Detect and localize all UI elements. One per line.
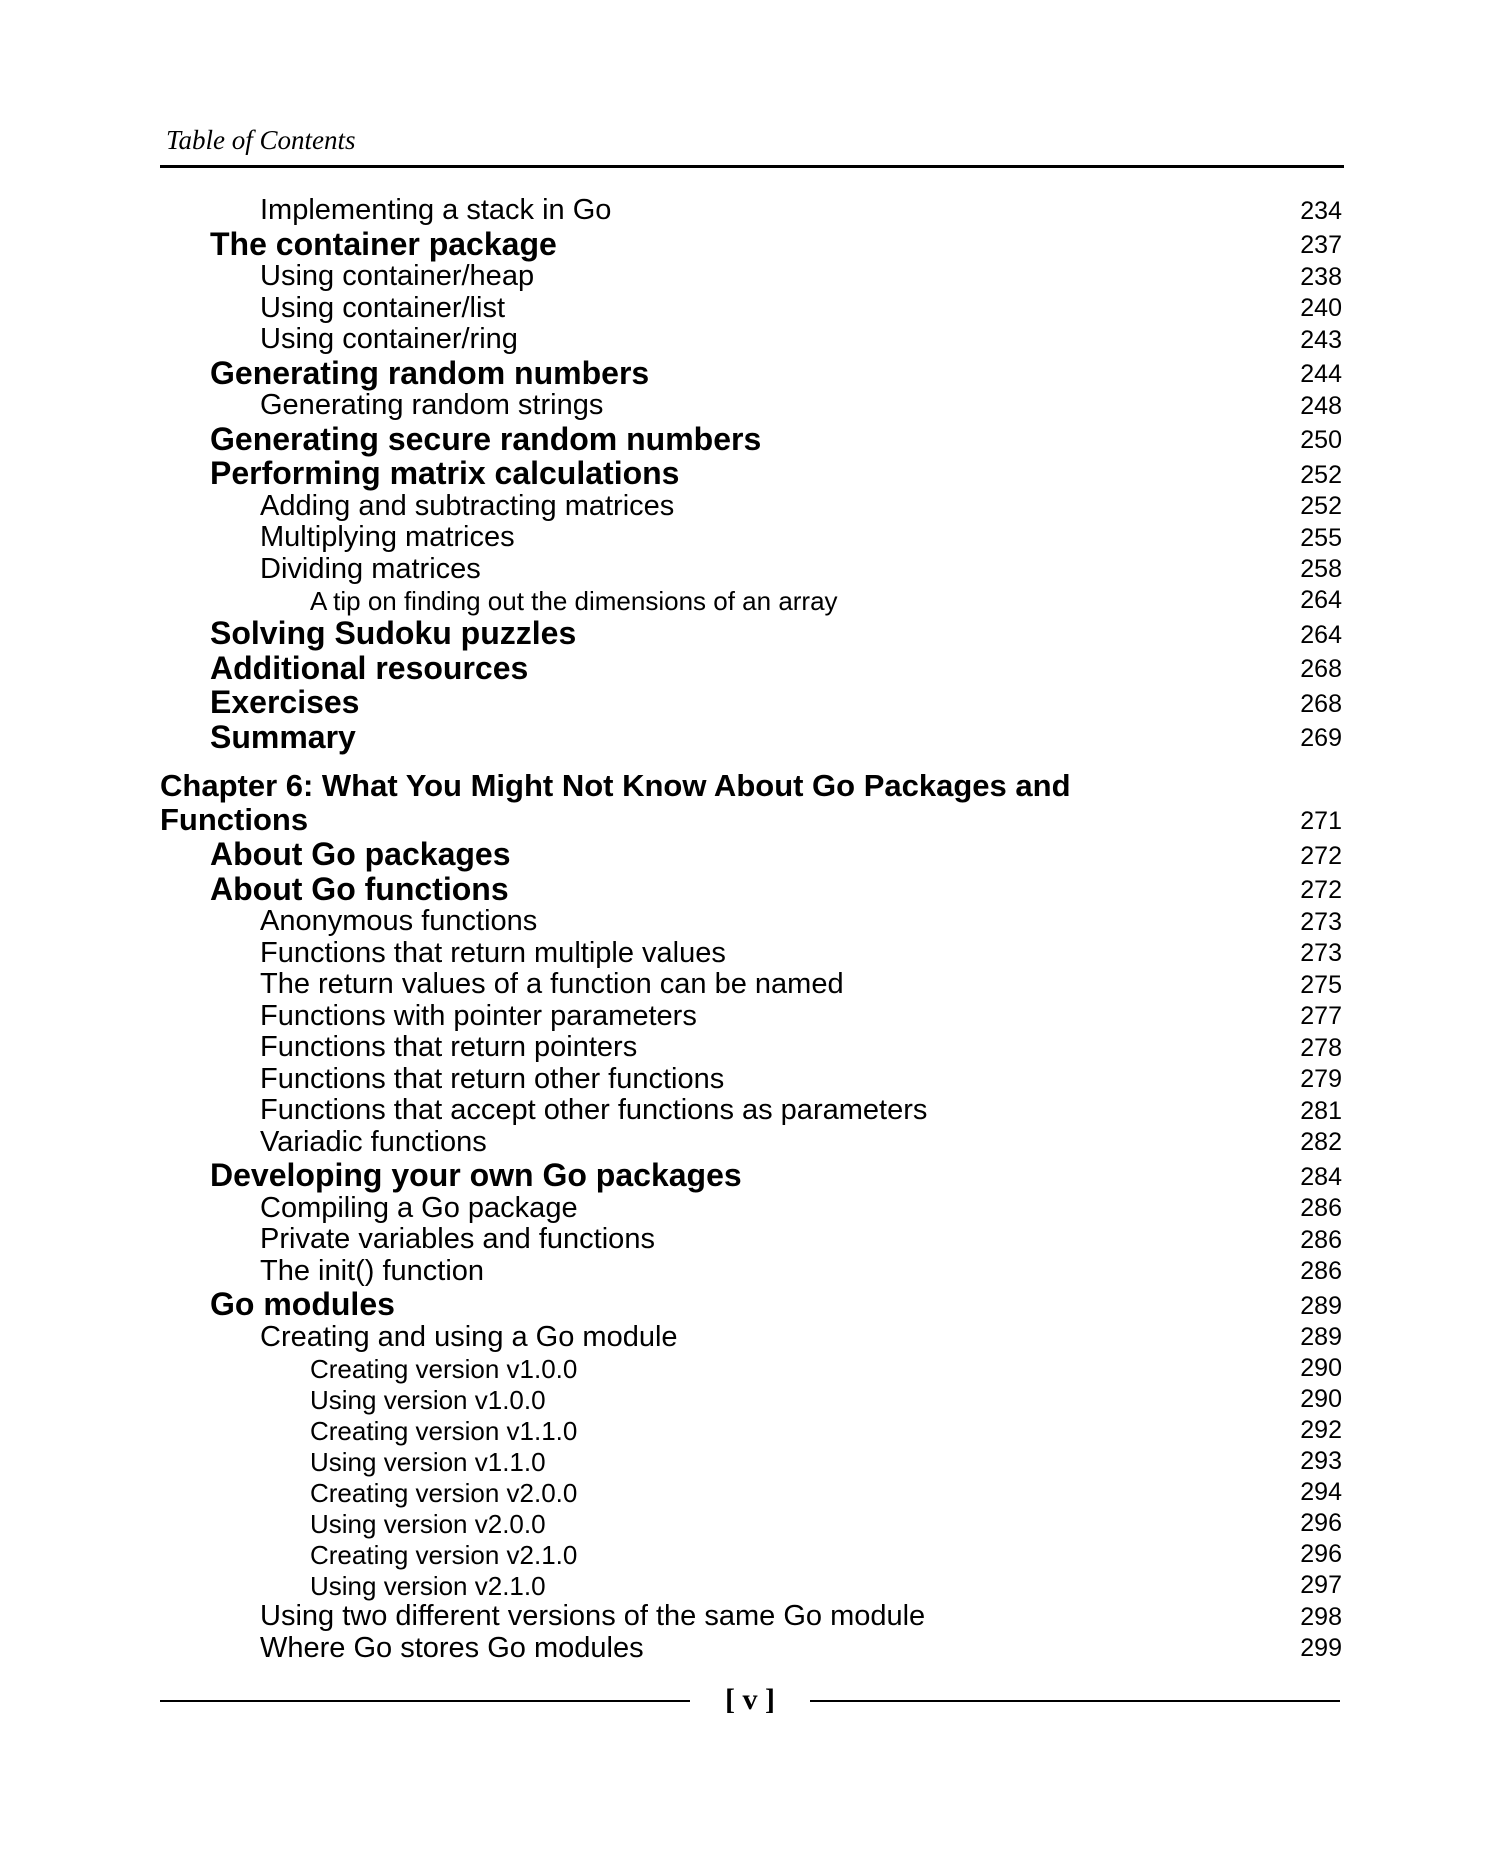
toc-subsection-entry[interactable] <box>160 906 1342 938</box>
toc-entry-page-number: 286 <box>1300 1225 1342 1254</box>
toc-subsection-entry[interactable] <box>160 390 1342 422</box>
toc-entry-title: Generating random numbers <box>210 354 650 391</box>
toc-entry-page-number: 299 <box>1300 1634 1342 1662</box>
toc-entry-page-number: 278 <box>1300 1033 1342 1062</box>
toc-entry-title: The init() function <box>260 1254 485 1287</box>
toc-subsection-entry[interactable] <box>160 1127 1342 1159</box>
toc-subsubsection-entry[interactable] <box>160 1508 1342 1539</box>
toc-entry-title: Variadic functions <box>260 1125 487 1158</box>
toc-entry-title: Adding and subtracting matrices <box>260 489 675 522</box>
toc-subsection-entry[interactable] <box>160 491 1342 523</box>
toc-section-entry[interactable] <box>160 1287 1342 1322</box>
toc-subsection-entry[interactable] <box>160 938 1342 970</box>
toc-subsection-entry[interactable] <box>160 969 1342 1001</box>
toc-subsection-entry[interactable] <box>160 1322 1342 1354</box>
toc-entry-page-number: 298 <box>1300 1602 1342 1631</box>
toc-entry-title: The container package <box>210 225 557 262</box>
table-of-contents-list <box>160 195 1342 1664</box>
toc-subsection-entry[interactable] <box>160 261 1342 293</box>
toc-subsubsection-entry[interactable] <box>160 585 1342 616</box>
toc-entry-page-number: 296 <box>1300 1540 1342 1568</box>
toc-entry-page-number: 272 <box>1300 841 1342 870</box>
toc-entry-title: Dividing matrices <box>260 552 481 585</box>
toc-entry-page-number: 297 <box>1300 1571 1342 1599</box>
toc-section-entry[interactable] <box>160 651 1342 686</box>
toc-section-entry[interactable] <box>160 872 1342 907</box>
toc-entry-title: Multiplying matrices <box>260 521 515 553</box>
toc-entry-title: Creating version v1.1.0 <box>310 1416 578 1446</box>
toc-entry-title: Anonymous functions <box>260 905 538 937</box>
toc-subsubsection-entry[interactable] <box>160 1415 1342 1446</box>
toc-entry-title: Private variables and functions <box>260 1223 655 1255</box>
running-header-title: Table of Contents <box>166 125 356 155</box>
toc-section-entry[interactable] <box>160 616 1342 651</box>
toc-entry-title: About Go packages <box>210 836 511 872</box>
toc-entry-page-number: 243 <box>1300 325 1342 354</box>
toc-entry-page-number: 282 <box>1300 1128 1342 1156</box>
toc-entry-page-number: 238 <box>1300 262 1342 291</box>
toc-section-entry[interactable] <box>160 837 1342 872</box>
footer-divider-left <box>160 1700 690 1702</box>
toc-entry-title: Functions that return multiple values <box>260 936 726 969</box>
toc-entry-page-number: 271 <box>1300 807 1342 835</box>
toc-entry-page-number: 248 <box>1300 391 1342 420</box>
toc-entry-page-number: 252 <box>1300 460 1342 489</box>
toc-entry-title: Summary <box>210 718 356 755</box>
toc-entry-page-number: 277 <box>1300 1002 1342 1030</box>
toc-entry-page-number: 255 <box>1300 523 1342 552</box>
toc-entry-page-number: 292 <box>1300 1416 1342 1444</box>
toc-entry-title: Using container/ring <box>260 323 518 355</box>
toc-entry-title: Functions that return pointers <box>260 1031 638 1063</box>
toc-entry-page-number: 250 <box>1300 426 1342 454</box>
toc-entry-page-number: 273 <box>1300 907 1342 936</box>
toc-section-entry[interactable] <box>160 720 1342 755</box>
toc-entry-page-number: 296 <box>1300 1509 1342 1537</box>
toc-entry-title: Implementing a stack in Go <box>260 194 612 226</box>
toc-entry-page-number: 294 <box>1300 1478 1342 1506</box>
toc-section-entry[interactable] <box>160 685 1342 720</box>
toc-entry-title: Solving Sudoku puzzles <box>210 615 577 651</box>
toc-subsection-entry[interactable] <box>160 554 1342 586</box>
toc-subsection-entry[interactable] <box>160 1095 1342 1127</box>
footer-divider-right <box>810 1700 1340 1702</box>
toc-entry-title: A tip on finding out the dimensions of an array <box>310 586 838 616</box>
toc-entry-title: Go modules <box>210 1286 395 1322</box>
toc-entry-page-number: 286 <box>1300 1257 1342 1285</box>
toc-entry-title: Creating version v2.0.0 <box>310 1478 578 1508</box>
toc-subsection-entry[interactable] <box>160 293 1342 325</box>
toc-entry-page-number: 268 <box>1300 655 1342 683</box>
toc-subsubsection-entry[interactable] <box>160 1477 1342 1508</box>
toc-entry-title: Creating and using a Go module <box>260 1320 678 1353</box>
toc-subsubsection-entry[interactable] <box>160 1570 1342 1601</box>
toc-entry-title: Performing matrix calculations <box>210 455 680 491</box>
toc-section-entry[interactable] <box>160 1158 1342 1193</box>
toc-subsection-entry[interactable] <box>160 195 1342 227</box>
toc-entry-title: Exercises <box>210 684 360 720</box>
toc-subsection-entry[interactable] <box>160 1633 1342 1665</box>
toc-entry-page-number: 269 <box>1300 724 1342 752</box>
toc-entry-title: Using version v1.0.0 <box>310 1385 546 1415</box>
toc-entry-page-number: 264 <box>1300 586 1342 614</box>
toc-subsubsection-entry[interactable] <box>160 1384 1342 1415</box>
toc-entry-title: Using version v1.1.0 <box>310 1447 546 1477</box>
toc-entry-page-number: 268 <box>1300 689 1342 718</box>
toc-entry-page-number: 286 <box>1300 1194 1342 1222</box>
toc-chapter-entry[interactable] <box>160 769 1342 837</box>
toc-subsection-entry[interactable] <box>160 1256 1342 1288</box>
toc-entry-title: Functions that accept other functions as parameters <box>260 1094 928 1126</box>
toc-section-entry[interactable] <box>160 227 1342 262</box>
toc-entry-title: Creating version v1.0.0 <box>310 1354 578 1384</box>
toc-entry-title: Using container/list <box>260 291 505 324</box>
toc-entry-title: Using version v2.1.0 <box>310 1571 546 1601</box>
toc-subsection-entry[interactable] <box>160 522 1342 554</box>
toc-entry-page-number: 289 <box>1300 1323 1342 1351</box>
toc-entry-page-number: 284 <box>1300 1162 1342 1191</box>
toc-section-entry[interactable] <box>160 456 1342 491</box>
toc-entry-title: The return values of a function can be named <box>260 968 844 1000</box>
toc-entry-title: Using container/heap <box>260 260 535 292</box>
toc-entry-title: Generating secure random numbers <box>210 420 762 457</box>
toc-subsubsection-entry[interactable] <box>160 1353 1342 1384</box>
toc-subsection-entry[interactable] <box>160 1224 1342 1256</box>
toc-entry-title: About Go functions <box>210 870 509 907</box>
toc-entry-page-number: 279 <box>1300 1065 1342 1093</box>
toc-subsection-entry[interactable] <box>160 1064 1342 1096</box>
toc-entry-title: Functions that return other functions <box>260 1062 725 1095</box>
header-divider <box>160 165 1344 168</box>
toc-entry-page-number: 281 <box>1300 1096 1342 1125</box>
toc-entry-title: Using version v2.0.0 <box>310 1509 546 1539</box>
toc-entry-page-number: 293 <box>1300 1447 1342 1475</box>
toc-entry-page-number: 237 <box>1300 231 1342 259</box>
toc-entry-page-number: 240 <box>1300 294 1342 322</box>
toc-entry-title: Functions with pointer parameters <box>260 999 697 1032</box>
toc-entry-title: Developing your own Go packages <box>210 1157 742 1193</box>
toc-entry-title: Generating random strings <box>260 389 604 421</box>
toc-entry-page-number: 289 <box>1300 1291 1342 1320</box>
toc-entry-page-number: 273 <box>1300 939 1342 967</box>
toc-entry-page-number: 272 <box>1300 876 1342 904</box>
toc-entry-title: Using two different versions of the same Go module <box>260 1600 926 1632</box>
toc-entry-page-number: 252 <box>1300 492 1342 520</box>
toc-entry-title: Additional resources <box>210 649 529 686</box>
toc-section-entry[interactable] <box>160 422 1342 457</box>
toc-subsection-entry[interactable] <box>160 1601 1342 1633</box>
toc-entry-page-number: 258 <box>1300 555 1342 583</box>
toc-subsection-entry[interactable] <box>160 1032 1342 1064</box>
toc-entry-title: Creating version v2.1.0 <box>310 1540 578 1570</box>
toc-subsubsection-entry[interactable] <box>160 1539 1342 1570</box>
toc-entry-page-number: 290 <box>1300 1385 1342 1413</box>
toc-subsection-entry[interactable] <box>160 324 1342 356</box>
toc-subsubsection-entry[interactable] <box>160 1446 1342 1477</box>
toc-entry-page-number: 244 <box>1300 360 1342 388</box>
toc-entry-page-number: 275 <box>1300 970 1342 999</box>
toc-subsection-entry[interactable] <box>160 1001 1342 1033</box>
toc-entry-page-number: 234 <box>1300 196 1342 225</box>
toc-entry-title: Where Go stores Go modules <box>260 1631 644 1664</box>
page-number: [ v ] <box>725 1683 775 1716</box>
toc-entry-title: Compiling a Go package <box>260 1191 578 1224</box>
toc-entry-page-number: 290 <box>1300 1354 1342 1382</box>
toc-section-entry[interactable] <box>160 356 1342 391</box>
toc-entry-page-number: 264 <box>1300 620 1342 649</box>
toc-entry-title: Chapter 6: What You Might Not Know About Go Packages and Functions <box>160 768 1071 837</box>
toc-subsection-entry[interactable] <box>160 1193 1342 1225</box>
